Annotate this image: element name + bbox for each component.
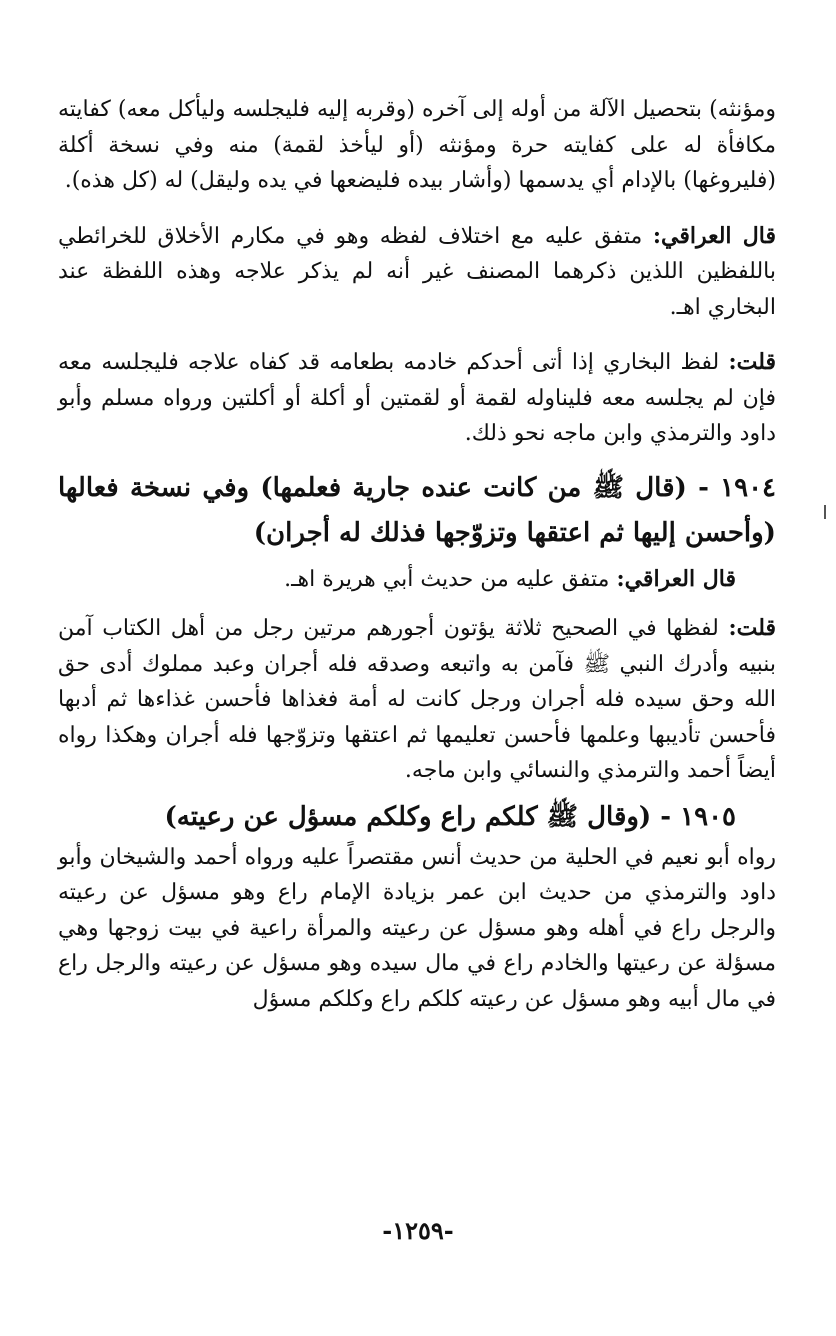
page-number: -١٢٥٩-: [382, 1216, 454, 1245]
paragraph-qultu-1: [58, 345, 776, 452]
paragraph-riwaya-text: رواه أبو نعيم في الحلية من حديث أنس مقتصراً عليه ورواه أحمد والشيخان وأبو داود والترمذي من حديث ابن عمر بزيادة الإمام راع وهو مسؤل عن رعيته والرجل راع في أهله وهو مسؤل عن رعيته والمرأة راعية في بيت زوجها وهي مسؤلة عن رعيتها والخادم راع في مال سيده وهو مسؤل عن رعيته والرجل راع في مال أبيه وهو مسؤل عن رعيته كلكم راع وكلكم مسؤل: [58, 844, 776, 1012]
paragraph-qultu-2-body: لفظها في الصحيح ثلاثة يؤتون أجورهم مرتين رجل من أهل الكتاب آمن بنبيه وأدرك النبي ﷺ فآمن به واتبعه وصدقه فله أجران وعبد مملوك أدى حق الله وحق سيده فله أجران ورجل كانت له أمة فغذاها فأحسن غذاءها ثم أدبها فأحسن تأديبها وعلمها فأحسن تعليمها ثم اعتقها وتزوّجها فله أجران وهكذا رواه أيضاً أحمد والترمذي والنسائي وابن ماجه.: [58, 616, 776, 783]
paragraph-iraqi-1-body: متفق عليه مع اختلاف لفظه وهو في مكارم الأخلاق للخرائطي باللفظين اللذين ذكرهما المصنف غير أنه لم يذكر علاجه وهذه اللفظة عند البخاري اهـ.: [58, 223, 776, 320]
paragraph-riwaya: [58, 840, 776, 1018]
page-body: [58, 92, 776, 1017]
paragraph-qultu-2-lead: قلت:: [728, 615, 776, 641]
paragraph-1: [58, 92, 776, 199]
paragraph-qultu-1-lead: قلت:: [728, 349, 776, 375]
paragraph-iraqi-1-lead: قال العراقي:: [652, 222, 777, 249]
hadith-1905: ١٩٠٥ - (وقال ﷺ كلكم راع وكلكم مسؤل عن رعيته): [164, 801, 736, 832]
paragraph-iraqi-2-body: متفق عليه من حديث أبي هريرة اهـ.: [284, 566, 610, 592]
paragraph-1-text: ومؤنثه) بتحصيل الآلة من أوله إلى آخره (وقربه إليه فليجلسه وليأكل معه) كفايته مكافأة له على كفايته حرة ومؤنثه (أو ليأخذ لقمة) منه وفي نسخة أكلة (فليروغها) بالإدام أي يدسمها (وأشار بيده فليضعها في يده وليقل) له (كل هذه).: [58, 97, 776, 193]
paragraph-qultu-1-body: لفظ البخاري إذا أتى أحدكم خادمه بطعامه قد كفاه علاجه فليجلسه معه فإن لم يجلسه معه فليناوله لقمة أو لقمتين أو أكلة أو أكلتين ورواه مسلم وأبو داود والترمذي وابن ماجه نحو ذلك.: [58, 350, 776, 446]
paragraph-iraqi-2: [58, 562, 776, 598]
paragraph-iraqi-2-lead: قال العراقي:: [616, 565, 736, 592]
hadith-1904: ١٩٠٤ - (قال ﷺ من كانت عنده جارية فعلمها) وفي نسخة فعالها (وأحسن إليها ثم اعتقها وتزوّجها فذلك له أجران): [58, 472, 776, 548]
paragraph-iraqi-1: [58, 219, 776, 326]
paragraph-qultu-2: [58, 611, 776, 789]
scan-edge-mark: [824, 505, 826, 519]
